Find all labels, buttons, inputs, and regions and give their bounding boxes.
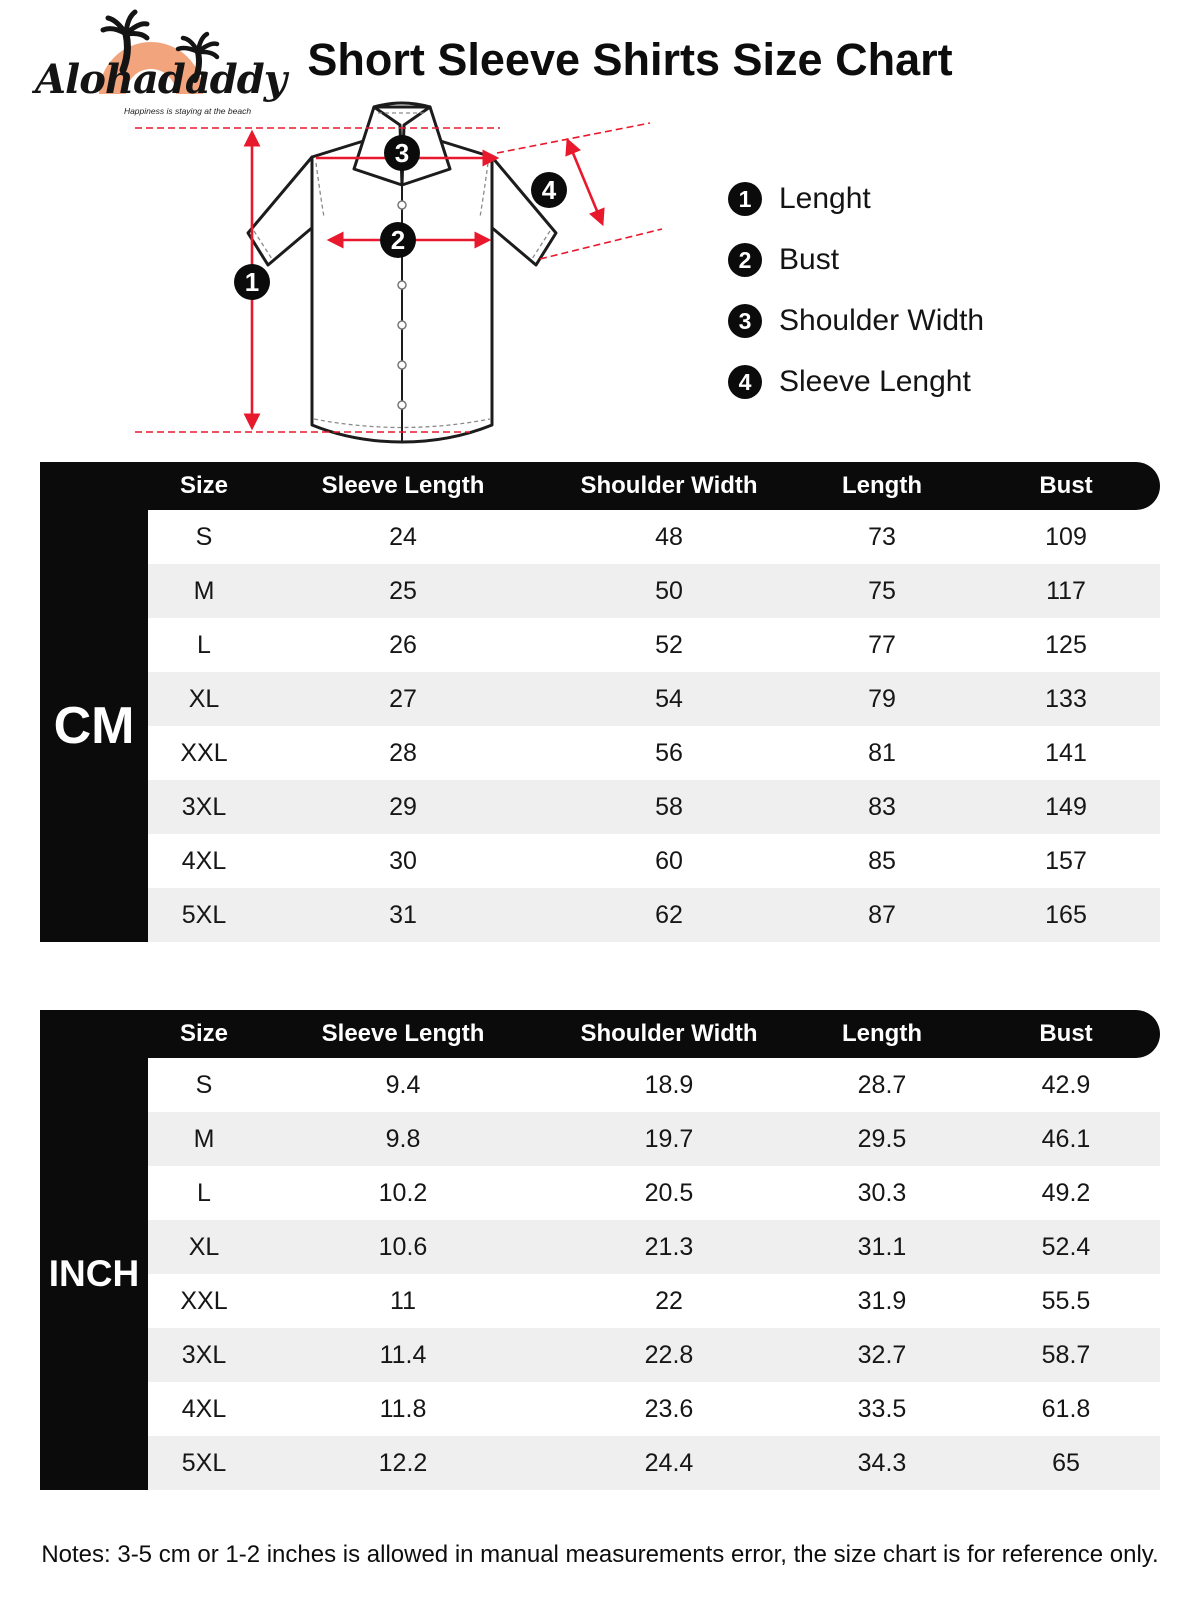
table-cell: M: [193, 1124, 215, 1153]
table-cell: 32.7: [857, 1340, 907, 1369]
size-table-cm: [40, 462, 1160, 942]
table-cell: 85: [868, 846, 896, 875]
table-cell: 62: [655, 900, 683, 929]
table-row: [148, 1328, 1160, 1382]
table-cell: 30.3: [857, 1178, 907, 1207]
table-cell: 4XL: [181, 1394, 227, 1423]
legend-item-shoulder-width: [728, 303, 984, 339]
notes-text: Notes: 3-5 cm or 1-2 inches is allowed in manual measurements error, the size chart is for reference only.: [41, 1541, 1159, 1568]
table-cell: 75: [868, 576, 896, 605]
table-cell: XL: [188, 1232, 220, 1261]
table-row: [148, 1112, 1160, 1166]
table-cell: 56: [655, 738, 683, 767]
table-cell: 48: [655, 522, 683, 551]
table-cell: 4XL: [181, 846, 227, 875]
table-cell: 117: [1046, 576, 1086, 605]
table-row: [148, 1436, 1160, 1490]
table-cell: 11.8: [379, 1394, 427, 1423]
table-cell: 29.5: [857, 1124, 907, 1153]
column-header: Bust: [1039, 472, 1093, 499]
table-cell: 28.7: [857, 1070, 907, 1099]
table-cell: 49.2: [1041, 1178, 1091, 1207]
table-cell: 125: [1045, 630, 1087, 659]
legend-item-bust: [728, 242, 984, 278]
table-cell: 26: [389, 630, 417, 659]
table-cell: 109: [1045, 522, 1087, 551]
column-header: Shoulder Width: [580, 1020, 758, 1047]
table-cell: 28: [389, 738, 417, 767]
table-cell: 3XL: [181, 792, 227, 821]
legend-1-label: Lenght: [779, 182, 871, 215]
table-row: [148, 888, 1160, 942]
table-row: [148, 510, 1160, 564]
marker-3-number: 3: [394, 138, 410, 168]
column-header: Length: [842, 472, 922, 499]
table-cell: 133: [1045, 684, 1087, 713]
column-header: Size: [179, 1020, 229, 1047]
legend-item-length: [728, 181, 984, 217]
table-cell: 31.9: [857, 1286, 907, 1315]
table-cell: 5XL: [181, 1448, 227, 1477]
table-header-inch: [40, 1010, 1160, 1058]
table-cell: 3XL: [181, 1340, 227, 1369]
legend-4-badge: 4: [728, 365, 762, 399]
table-cell: 31: [389, 900, 417, 929]
table-cell: 58: [655, 792, 683, 821]
column-header: Sleeve Length: [321, 1020, 485, 1047]
table-row: [148, 564, 1160, 618]
table-cell: 30: [389, 846, 417, 875]
sleeve-guide-bottom: [540, 229, 662, 259]
legend-3-label: Shoulder Width: [779, 304, 985, 337]
table-cell: 157: [1045, 846, 1087, 875]
table-cell: 9.4: [385, 1070, 421, 1099]
table-row: [148, 726, 1160, 780]
table-cell: 60: [655, 846, 683, 875]
table-cell: 55.5: [1041, 1286, 1091, 1315]
table-cell: S: [195, 1070, 213, 1099]
table-cell: L: [197, 630, 211, 659]
column-header: Bust: [1039, 1020, 1093, 1047]
table-cell: 52: [655, 630, 683, 659]
table-body-inch: [40, 1058, 1160, 1490]
table-body-cm: [40, 510, 1160, 942]
table-cell: 33.5: [857, 1394, 907, 1423]
sleeve-length-arrow: [568, 141, 602, 223]
table-cell: 24: [389, 522, 417, 551]
table-cell: 83: [868, 792, 896, 821]
shirt-measurement-diagram: [0, 95, 700, 445]
table-cell: S: [195, 522, 213, 551]
table-cell: 165: [1045, 900, 1087, 929]
unit-label-cm: CM: [40, 510, 148, 942]
table-cell: 61.8: [1041, 1394, 1091, 1423]
table-cell: 18.9: [644, 1070, 694, 1099]
brand-name: Alohadaddy: [35, 56, 286, 103]
legend-item-sleeve-length: [728, 364, 984, 400]
table-cell: 11: [390, 1286, 416, 1315]
table-row: [148, 1220, 1160, 1274]
legend-2-badge: 2: [728, 243, 762, 277]
table-cell: 77: [868, 630, 896, 659]
table-row: [148, 834, 1160, 888]
table-row: [148, 672, 1160, 726]
table-row: [148, 1166, 1160, 1220]
table-cell: 79: [868, 684, 896, 713]
table-cell: 58.7: [1041, 1340, 1091, 1369]
brand-tagline: Happiness is staying at the beach: [123, 106, 252, 116]
table-cell: 31.1: [857, 1232, 907, 1261]
table-cell: 46.1: [1041, 1124, 1091, 1153]
table-cell: L: [197, 1178, 211, 1207]
column-header: Length: [842, 1020, 922, 1047]
table-cell: 5XL: [181, 900, 227, 929]
table-cell: XXL: [180, 1286, 228, 1315]
table-cell: XXL: [180, 738, 228, 767]
page-title: Short Sleeve Shirts Size Chart: [307, 34, 953, 85]
table-header-columns: [148, 472, 1160, 500]
table-cell: 19.7: [644, 1124, 694, 1153]
table-row: [148, 780, 1160, 834]
table-cell: 65: [1052, 1448, 1080, 1477]
table-cell: 141: [1045, 738, 1087, 767]
table-cell: 34.3: [857, 1448, 907, 1477]
table-cell: 9.8: [385, 1124, 421, 1153]
table-row: [148, 1058, 1160, 1112]
column-header: Sleeve Length: [321, 472, 485, 499]
table-cell: 23.6: [644, 1394, 694, 1423]
table-row: [148, 1274, 1160, 1328]
table-cell: 87: [868, 900, 896, 929]
sleeve-guide-top: [497, 123, 650, 153]
table-rows-inch: [148, 1058, 1160, 1490]
measurement-legend: [728, 181, 984, 400]
table-cell: 73: [868, 522, 896, 551]
table-cell: 52.4: [1041, 1232, 1091, 1261]
unit-label-inch: INCH: [40, 1058, 148, 1490]
legend-2-label: Bust: [779, 243, 840, 276]
table-row: [148, 618, 1160, 672]
column-header: Shoulder Width: [580, 472, 758, 499]
table-cell: 22: [655, 1286, 683, 1315]
table-cell: 10.2: [378, 1178, 428, 1207]
table-cell: XL: [188, 684, 220, 713]
table-cell: 149: [1045, 792, 1087, 821]
legend-1-badge: 1: [728, 182, 762, 216]
table-row: [148, 1382, 1160, 1436]
table-cell: 50: [655, 576, 683, 605]
table-cell: 10.6: [378, 1232, 428, 1261]
table-rows-cm: [148, 510, 1160, 942]
table-cell: 27: [389, 684, 417, 713]
table-header-cm: [40, 462, 1160, 510]
size-table-inch: [40, 1010, 1160, 1490]
table-header-columns: [148, 1020, 1160, 1048]
marker-4-number: 4: [541, 175, 557, 205]
table-cell: 54: [655, 684, 683, 713]
marker-1-number: 1: [244, 267, 260, 297]
table-cell: 21.3: [644, 1232, 694, 1261]
column-header: Size: [179, 472, 229, 499]
shirt-left-sleeve: [248, 157, 320, 265]
table-cell: 12.2: [378, 1448, 428, 1477]
table-cell: 24.4: [644, 1448, 694, 1477]
table-cell: 11.4: [379, 1340, 427, 1369]
table-cell: 29: [389, 792, 417, 821]
table-cell: 25: [389, 576, 417, 605]
table-cell: 20.5: [644, 1178, 694, 1207]
table-cell: 42.9: [1041, 1070, 1091, 1099]
table-cell: 22.8: [644, 1340, 694, 1369]
legend-3-badge: 3: [728, 304, 762, 338]
legend-4-label: Sleeve Lenght: [779, 365, 971, 398]
table-cell: 81: [868, 738, 896, 767]
table-cell: M: [193, 576, 215, 605]
marker-2-number: 2: [390, 225, 406, 255]
